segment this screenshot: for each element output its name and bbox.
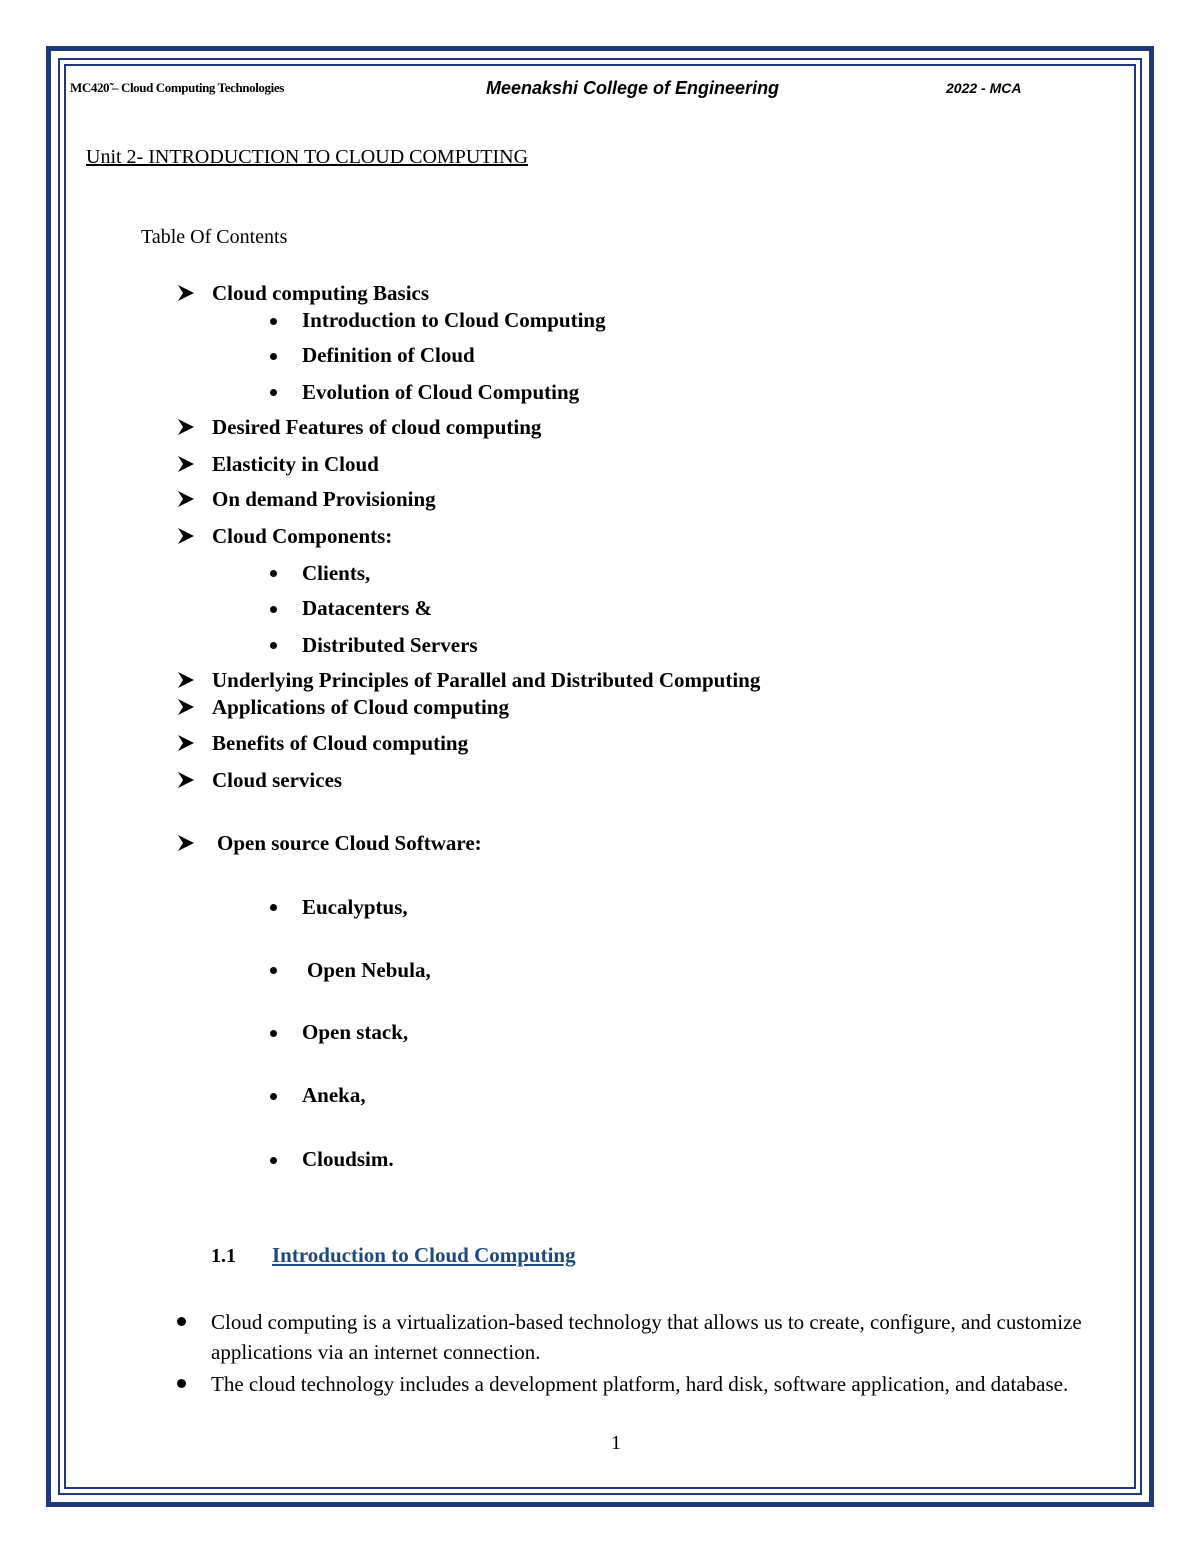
toc-subitem: Datacenters & <box>302 596 433 620</box>
toc-subitem: Open stack, <box>302 1020 409 1044</box>
toc-subitem: Introduction to Cloud Computing <box>302 308 606 332</box>
toc-subitem: Clients, <box>302 561 371 585</box>
toc-subitem: Definition of Cloud <box>302 343 475 367</box>
toc-item: Cloud services <box>212 768 343 792</box>
arrow-bullet-icon <box>177 455 195 473</box>
bullet-dot-icon <box>270 1093 277 1100</box>
toc-item: Open source Cloud Software: <box>217 831 482 855</box>
toc-item: Applications of Cloud computing <box>212 695 509 719</box>
bullet-dot-icon <box>270 570 277 577</box>
toc-item: Desired Features of cloud computing <box>212 415 542 439</box>
bullet-dot-icon <box>270 353 277 360</box>
arrow-bullet-icon <box>177 418 195 436</box>
body-paragraph: The cloud technology includes a development platform, hard disk, software application, and database. <box>211 1372 1069 1396</box>
toc-subitem: Cloudsim. <box>302 1147 394 1171</box>
header-course: MC420̃ – Cloud Computing Technologies <box>70 80 284 95</box>
bullet-dot-icon <box>270 642 277 649</box>
toc-item: Elasticity in Cloud <box>212 452 379 476</box>
arrow-bullet-icon <box>177 527 195 545</box>
section-title-link[interactable]: Introduction to Cloud Computing <box>272 1243 576 1267</box>
bullet-dot-icon <box>270 606 277 613</box>
bullet-dot-icon <box>270 967 277 974</box>
header-year: 2022 - MCA <box>946 80 1022 96</box>
section-number: 1.1 <box>211 1245 236 1267</box>
arrow-bullet-icon <box>177 734 195 752</box>
unit-title: Unit 2- INTRODUCTION TO CLOUD COMPUTING <box>86 146 529 168</box>
body-paragraph: Cloud computing is a virtualization-based technology that allows us to create, configure, and customize applications via an internet connection. <box>211 1310 1082 1364</box>
header-college: Meenakshi College of Engineering <box>486 78 780 98</box>
arrow-bullet-icon <box>177 698 195 716</box>
arrow-bullet-icon <box>177 671 195 689</box>
arrow-bullet-icon <box>177 834 195 852</box>
bullet-dot-icon <box>270 1030 277 1037</box>
toc-item: Cloud Components: <box>212 524 393 548</box>
bullet-dot-icon <box>270 1157 277 1164</box>
arrow-bullet-icon <box>177 771 195 789</box>
toc-item: Underlying Principles of Parallel and Distributed Computing <box>212 668 761 692</box>
toc-subitem: Open Nebula, <box>307 958 431 982</box>
arrow-bullet-icon <box>177 490 195 508</box>
bullet-dot-icon <box>177 1379 186 1388</box>
toc-item: Benefits of Cloud computing <box>212 731 469 755</box>
bullet-dot-icon <box>177 1317 186 1326</box>
page-number: 1 <box>611 1432 621 1454</box>
toc-subitem: Eucalyptus, <box>302 895 408 919</box>
bullet-dot-icon <box>270 318 277 325</box>
toc-subitem: Evolution of Cloud Computing <box>302 380 580 404</box>
arrow-bullet-icon <box>177 284 195 302</box>
toc-subitem: Aneka, <box>302 1083 366 1107</box>
bullet-dot-icon <box>270 389 277 396</box>
toc-item: Cloud computing Basics <box>212 281 430 305</box>
toc-label: Table Of Contents <box>141 226 288 248</box>
toc-subitem: Distributed Servers <box>302 633 478 657</box>
bullet-dot-icon <box>270 904 277 911</box>
toc-item: On demand Provisioning <box>212 487 436 511</box>
